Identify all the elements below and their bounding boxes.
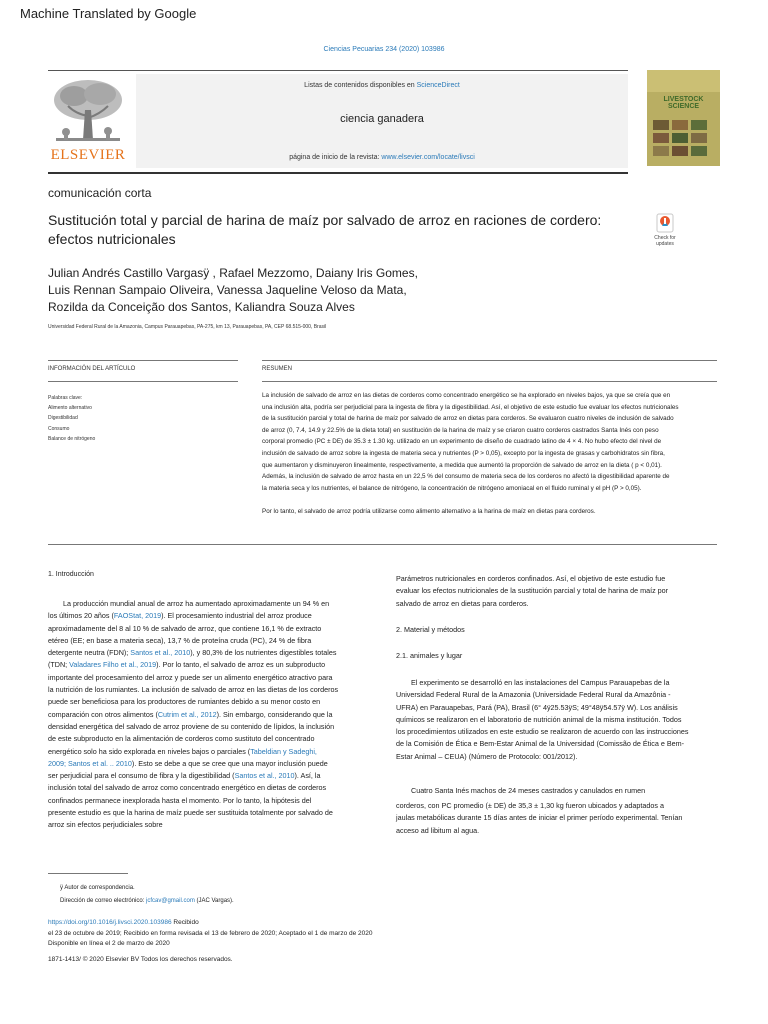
email-note bbox=[48, 895, 378, 908]
keyword: Digestibilidad bbox=[48, 415, 78, 422]
abstract-line: corporal promedio (PC ± DE) de 35.3 ± 1.30 kg. utilizado en un experimento de diseño de cuadrado latino de 4 × 4. No hubo efecto del nivel de bbox=[262, 438, 662, 446]
keyword: Consumo bbox=[48, 425, 70, 432]
abstract-paragraph bbox=[262, 390, 717, 494]
body-line: jaulas metabólicas durante 15 días antes de iniciar el primer período experimental. Tenían bbox=[396, 813, 683, 823]
text-run: energético solo ha sido explorada en niveles bajos o parciales ( bbox=[48, 746, 251, 756]
body-line bbox=[48, 770, 378, 782]
doi-line bbox=[48, 918, 468, 929]
text-run: ). El procesamiento industrial del arroz produce bbox=[161, 611, 312, 621]
cover-photo bbox=[672, 133, 688, 143]
text-run: detergente neutra (FDN); bbox=[48, 648, 131, 658]
email-prefix: Dirección de correo electrónico: bbox=[60, 898, 147, 904]
body-line: aproximadamente del 8 al 10 % de salvado de arroz, que contiene 16,1 % de extracto bbox=[48, 623, 322, 633]
contents-availability-line bbox=[136, 82, 628, 89]
journal-homepage-link[interactable]: www.elsevier.com/locate/livsci bbox=[381, 154, 475, 161]
author-list bbox=[48, 265, 648, 316]
author-line: Luis Rennan Sampaio Oliveira, Vanessa Jaqueline Veloso da Mata, bbox=[48, 283, 407, 297]
intro-continuation bbox=[396, 573, 731, 610]
body-line: Parámetros nutricionales en corderos confinados. Así, el objetivo de este estudio fue bbox=[396, 574, 666, 583]
body-line bbox=[48, 610, 378, 622]
text-run: (TDN; bbox=[48, 660, 70, 670]
sciencedirect-link[interactable]: ScienceDirect bbox=[416, 82, 460, 89]
doi-link[interactable]: https://doi.org/10.1016/j.livsci.2020.103986 bbox=[48, 919, 172, 926]
text-run: comparación con otros alimentos ( bbox=[48, 709, 158, 719]
text-run: ). Por lo tanto, el salvado de arroz es un subproducto bbox=[156, 660, 326, 670]
article-info-heading: INFORMACIÓN DEL ARTÍCULO bbox=[48, 366, 136, 372]
body-line bbox=[48, 746, 378, 758]
body-line: Universidad Federal Rural de la Amazonia (Universidade Federal Rural da Amazônia - bbox=[396, 690, 671, 700]
cover-photo bbox=[691, 146, 707, 156]
body-line: La producción mundial anual de arroz ha aumentado aproximadamente un 94 % en bbox=[63, 599, 330, 608]
text-run: ). Así, la bbox=[294, 771, 321, 781]
citation-link[interactable]: Cutrim et al., 2012 bbox=[157, 709, 217, 719]
author-line: Rozilda da Conceição dos Santos, Kaliandra Souza Alves bbox=[48, 300, 355, 314]
abstract-bottom-rule bbox=[48, 544, 717, 545]
abstract-line: inclusión de salvado de arroz sobre la ingesta de materia seca y nutrientes (P > 0,05), excepto por la ingesta de grasas y carbohidratos sin fibra, bbox=[262, 449, 665, 457]
title-line: Sustitución total y parcial de harina de maíz por salvado de arroz en raciones de cordero: bbox=[48, 212, 602, 228]
text-run: los últimos 20 años ( bbox=[48, 611, 114, 621]
cover-photo bbox=[653, 120, 669, 130]
journal-name: ciencia ganadera bbox=[340, 113, 424, 125]
title-line: efectos nutricionales bbox=[48, 231, 176, 247]
cover-title-line1: LIVESTOCK bbox=[663, 96, 704, 103]
body-line: salvado de arroz en dietas para corderos. bbox=[396, 598, 529, 608]
body-line: UFRA) en Parauapebas, Pará (PA), Brasil (6° 4ÿ25.53ÿS; 49°48ÿ54.57ÿ W). Los análisis bbox=[396, 702, 678, 712]
citation-link[interactable]: 2009; Santos et al. .. 2010 bbox=[48, 758, 132, 768]
abstract-body bbox=[262, 390, 717, 518]
crossmark-icon bbox=[656, 213, 674, 233]
machine-translation-banner: Machine Translated by Google bbox=[20, 6, 197, 21]
homepage-prefix: página de inicio de la revista: bbox=[289, 154, 382, 161]
abstract-line: la materia seca y los nutrientes, el balance de nitrógeno, la concentración de nitrógeno amoniacal en el fluido ruminal y el pH (P > 0,05). bbox=[262, 484, 642, 492]
body-line: químicos se realizaron en el laboratorio de nutrición animal de la misma institución. Todos bbox=[396, 714, 682, 724]
abstract-line: que aumentaron y disminuyeron linealmente, respectivamente, a medida que aumentó la proporción de salvado de arroz en la dieta ( p < 0,01). bbox=[262, 461, 662, 469]
body-line: etéreo (EE; en base a materia seca), 13,7 % de proteína cruda (PC), 24 % de fibra bbox=[48, 635, 312, 645]
journal-header-box bbox=[136, 74, 628, 168]
text-run: ), y 80,3% de los nutrientes digestibles totales bbox=[190, 648, 337, 658]
section-rule bbox=[48, 360, 238, 361]
abstract-line: de la sustitución parcial y total de harina de maíz por salvado de arroz en dietas para corderos. Se evaluaron cuatro niveles de inclusión de salvado bbox=[262, 415, 674, 423]
email-link[interactable]: jcfcav@gmail.com bbox=[146, 898, 195, 904]
cover-photo bbox=[672, 120, 688, 130]
methods-paragraph bbox=[396, 800, 731, 837]
publisher-wordmark: ELSEVIER bbox=[50, 147, 126, 163]
affiliation: Universidad Federal Rural de la Amazonia, Campus Parauapebas, PA-275, km 13, Parauapebas, PA, CEP 68.515-000, Brasil bbox=[48, 324, 327, 330]
copyright: 1871-1413/ © 2020 Elsevier BV Todos los derechos reservados. bbox=[48, 956, 233, 964]
body-line: arroz sin efectos perjudiciales sobre bbox=[48, 820, 163, 830]
header-bottom-rule bbox=[48, 172, 628, 174]
doi-suffix: Recibido bbox=[171, 919, 199, 926]
footnotes bbox=[48, 882, 378, 908]
citation-link[interactable]: Valadares Filho et al., 2019 bbox=[69, 660, 157, 670]
footnote-rule bbox=[48, 873, 128, 874]
check-updates-line2: updates bbox=[656, 241, 674, 247]
cover-photo bbox=[672, 146, 688, 156]
header-top-rule bbox=[48, 70, 628, 71]
body-line: confinados permanece inexplorada hasta el momento. Por lo tanto, la hipótesis del bbox=[48, 795, 312, 805]
cover-photo bbox=[691, 120, 707, 130]
cover-title bbox=[647, 96, 720, 110]
introduction-body bbox=[48, 598, 378, 832]
cover-photo bbox=[653, 146, 669, 156]
body-line: de este subproducto en la alimentación de corderos como sustituto del concentrado bbox=[48, 734, 315, 744]
corresponding-author-note: ÿ Autor de correspondencia. bbox=[60, 885, 135, 891]
received-dates: el 23 de octubre de 2019; Recibido en forma revisada el 13 de febrero de 2020; Aceptado el 1 de marzo de 2020 bbox=[48, 929, 373, 937]
body-line: corderos, con PC promedio (± DE) de 35,3 ± 1,30 kg fueron ubicados y adaptados a bbox=[396, 801, 664, 810]
check-for-updates-button[interactable] bbox=[648, 213, 682, 249]
online-date: Disponible en línea el 2 de marzo de 2020 bbox=[48, 940, 170, 948]
body-line: puede ser beneficiosa para los productores de rumiantes debido a su menor costo en bbox=[48, 697, 321, 707]
cover-photo bbox=[653, 133, 669, 143]
journal-cover-image[interactable] bbox=[647, 70, 720, 166]
body-line: la nutrición de los rumiantes. La inclusión de salvado de arroz en las dietas de los corderos bbox=[48, 685, 339, 695]
body-line: densidad energética del salvado de arroz proviene de su contenido de lípidos, la inclusión bbox=[48, 721, 335, 731]
check-updates-line1: Check for bbox=[654, 235, 676, 241]
citation-link[interactable]: Santos et al., 2010 bbox=[234, 771, 295, 781]
elsevier-logo bbox=[48, 76, 128, 164]
author-line: Julian Andrés Castillo Vargasÿ , Rafael Mezzomo, Daiany Iris Gomes, bbox=[48, 266, 418, 280]
body-line bbox=[48, 758, 378, 770]
elsevier-tree-icon bbox=[48, 76, 128, 146]
article-type: comunicación corta bbox=[48, 186, 152, 200]
keywords-label: Palabras clave: bbox=[48, 395, 83, 401]
text-run: ser perjudicial para el consumo de fibra y la digestibilidad ( bbox=[48, 771, 235, 781]
body-line: evaluar los efectos nutricionales de la sustitución parcial y total de harina de maíz por bbox=[396, 586, 669, 596]
body-line: El experimento se desarrolló en las instalaciones del Campus Parauapebas de la bbox=[411, 678, 670, 687]
body-line: los procedimientos utilizados en este estudio se realizaron de acuerdo con las instrucciones bbox=[396, 727, 689, 737]
journal-homepage-line bbox=[136, 154, 628, 161]
body-line: presente estudio es que la harina de maíz puede ser sustituida totalmente por salvado de bbox=[48, 808, 333, 818]
text-run: ). Sin embargo, considerando que la bbox=[216, 709, 333, 719]
introduction-heading: 1. Introducción bbox=[48, 571, 94, 578]
body-line bbox=[48, 709, 378, 721]
citation-link[interactable]: Tabeldian y Sadeghi, bbox=[250, 746, 317, 756]
abstract-line: Además, la inclusión de salvado de arroz hasta en un 22,5 % del consumo de materia seca de los corderos no afectó la digestibilidad aparente de bbox=[262, 473, 670, 481]
article-title bbox=[48, 211, 628, 249]
check-updates-label bbox=[648, 235, 682, 247]
methods-paragraph bbox=[396, 677, 731, 763]
section-rule bbox=[48, 381, 238, 382]
body-line: Cuatro Santa Inés machos de 24 meses castrados y canulados en rumen bbox=[411, 786, 646, 795]
cover-title-line2: SCIENCE bbox=[667, 103, 700, 110]
text-run: ). Esto se debe a que se cree que una mayor inclusión puede bbox=[131, 758, 328, 768]
bibliographic-info bbox=[48, 918, 468, 966]
body-line: importante del procesamiento del arroz y puede ser un alimento energético atractivo para bbox=[48, 672, 333, 682]
methods-heading: 2. Material y métodos bbox=[396, 625, 465, 634]
body-line bbox=[48, 647, 378, 659]
body-line bbox=[48, 659, 378, 671]
keyword: Balance de nitrógeno bbox=[48, 435, 96, 442]
citation-link[interactable]: Santos et al., 2010 bbox=[130, 648, 191, 658]
body-line: acceso ad libitum al agua. bbox=[396, 825, 480, 835]
abstract-heading: RESUMEN bbox=[262, 366, 293, 372]
keyword: Alimento alternativo bbox=[48, 405, 92, 412]
subsection-heading: 2.1. animales y lugar bbox=[396, 651, 463, 660]
abstract-line: una inclusión alta, podría ser perjudicial para la ingesta de fibra y la digestibilidad. Así, el objetivo de este estudio fue evaluar los efectos nutricionales bbox=[262, 403, 679, 411]
citation-link[interactable]: FAOStat, 2019 bbox=[113, 611, 162, 621]
contents-prefix: Listas de contenidos disponibles en bbox=[304, 82, 417, 89]
abstract-line: de arroz (0, 7.4, 14.9 y 22.5% de la dieta total) en sustitución de la harina de maíz y se criaron cuatro corderos castrados Santa Inés con peso bbox=[262, 426, 659, 434]
body-line: inclusión total del salvado de arroz como concentrado energético en dietas de corderos bbox=[48, 783, 327, 793]
abstract-line: La inclusión de salvado de arroz en las dietas de corderos como concentrado energético se ha explorado en niveles bajos, ya que se creía que en bbox=[262, 392, 671, 399]
body-line: Estar Animal – CEUA) (Número de Protocolo: 001/2012). bbox=[396, 751, 578, 761]
section-rule bbox=[262, 381, 717, 382]
abstract-conclusion: Por lo tanto, el salvado de arroz podría utilizarse como alimento alternativo a la harina de maíz en dietas para corderos. bbox=[262, 508, 596, 516]
cover-photo bbox=[691, 133, 707, 143]
cover-top-band bbox=[647, 70, 720, 92]
section-rule bbox=[262, 360, 717, 361]
body-line: de la Comisión de Ética e Bem-Estar Animal de la Universidad (Comissão de Ética e Bem- bbox=[396, 739, 685, 749]
keywords-list bbox=[48, 393, 238, 444]
journal-reference-link[interactable]: Ciencias Pecuarias 234 (2020) 103986 bbox=[323, 46, 445, 53]
email-suffix: (JAC Vargas). bbox=[194, 898, 234, 904]
